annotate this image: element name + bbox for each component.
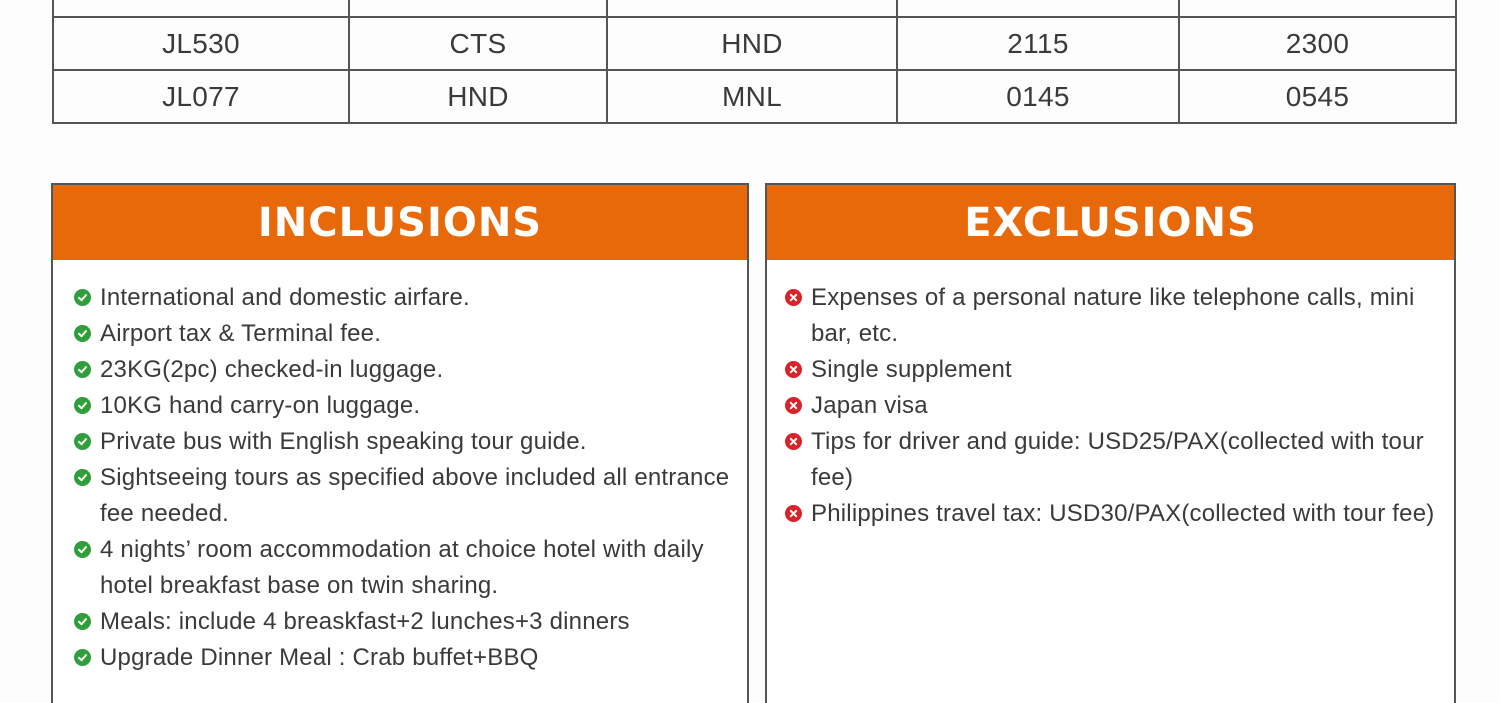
destination-cell: [607, 0, 897, 17]
x-circle-icon: [785, 397, 802, 414]
inclusion-item: [53, 640, 747, 676]
check-circle-icon: [74, 469, 91, 486]
origin-cell: [349, 0, 607, 17]
check-circle-icon: [74, 613, 91, 630]
departure-time-cell: 2115: [897, 17, 1179, 70]
exclusion-text: Japan visa: [811, 392, 928, 419]
flight-number-cell: JL077: [53, 70, 349, 123]
flight-schedule-table: [52, 0, 1457, 124]
check-circle-icon: [74, 649, 91, 666]
flight-number-cell: JL530: [53, 17, 349, 70]
destination-cell: MNL: [607, 70, 897, 123]
check-circle-icon: [74, 361, 91, 378]
check-circle-icon: [74, 541, 91, 558]
origin-cell: CTS: [349, 17, 607, 70]
inclusion-text: Private bus with English speaking tour guide.: [100, 428, 587, 455]
inclusion-item: [53, 352, 747, 388]
x-circle-icon: [785, 433, 802, 450]
inclusion-text: 4 nights’ room accommodation at choice hotel with daily hotel breakfast base on twin sharing.: [100, 536, 704, 599]
table-row: [53, 0, 1456, 17]
arrival-time-cell: [1179, 0, 1456, 17]
inclusions-list: [53, 260, 747, 676]
exclusions-list: [767, 260, 1454, 532]
exclusion-text: Tips for driver and guide: USD25/PAX(collected with tour fee): [811, 428, 1424, 491]
check-circle-icon: [74, 325, 91, 342]
inclusion-text: Upgrade Dinner Meal : Crab buffet+BBQ: [100, 644, 539, 671]
inclusion-item: [53, 280, 747, 316]
inclusion-item: [53, 388, 747, 424]
exclusion-text: Single supplement: [811, 356, 1012, 383]
x-circle-icon: [785, 289, 802, 306]
arrival-time-cell: 2300: [1179, 17, 1456, 70]
inclusion-text: Sightseeing tours as specified above included all entrance fee needed.: [100, 464, 730, 527]
inclusion-item: [53, 316, 747, 352]
flight-number-cell: [53, 0, 349, 17]
check-circle-icon: [74, 397, 91, 414]
exclusion-text: Expenses of a personal nature like telephone calls, mini bar, etc.: [811, 284, 1415, 347]
arrival-time-cell: 0545: [1179, 70, 1456, 123]
exclusion-item: [767, 280, 1454, 352]
inclusion-text: Meals: include 4 breaskfast+2 lunches+3 dinners: [100, 608, 630, 635]
inclusions-panel: [51, 183, 749, 703]
table-row: [53, 70, 1456, 123]
exclusions-panel: [765, 183, 1456, 703]
inclusion-text: 23KG(2pc) checked-in luggage.: [100, 356, 444, 383]
check-circle-icon: [74, 289, 91, 306]
inclusion-text: International and domestic airfare.: [100, 284, 470, 311]
inclusion-text: Airport tax & Terminal fee.: [100, 320, 382, 347]
inclusion-text: 10KG hand carry-on luggage.: [100, 392, 421, 419]
x-circle-icon: [785, 505, 802, 522]
inclusion-item: [53, 424, 747, 460]
inclusion-item: [53, 460, 747, 532]
origin-cell: HND: [349, 70, 607, 123]
check-circle-icon: [74, 433, 91, 450]
exclusion-item: [767, 496, 1454, 532]
inclusion-item: [53, 532, 747, 604]
departure-time-cell: 0145: [897, 70, 1179, 123]
inclusion-item: [53, 604, 747, 640]
exclusion-item: [767, 352, 1454, 388]
exclusion-item: [767, 388, 1454, 424]
x-circle-icon: [785, 361, 802, 378]
exclusions-title: EXCLUSIONS: [767, 185, 1454, 260]
departure-time-cell: [897, 0, 1179, 17]
table-row: [53, 17, 1456, 70]
exclusion-text: Philippines travel tax: USD30/PAX(collected with tour fee): [811, 500, 1435, 527]
destination-cell: HND: [607, 17, 897, 70]
exclusion-item: [767, 424, 1454, 496]
inclusions-title: INCLUSIONS: [53, 185, 747, 260]
